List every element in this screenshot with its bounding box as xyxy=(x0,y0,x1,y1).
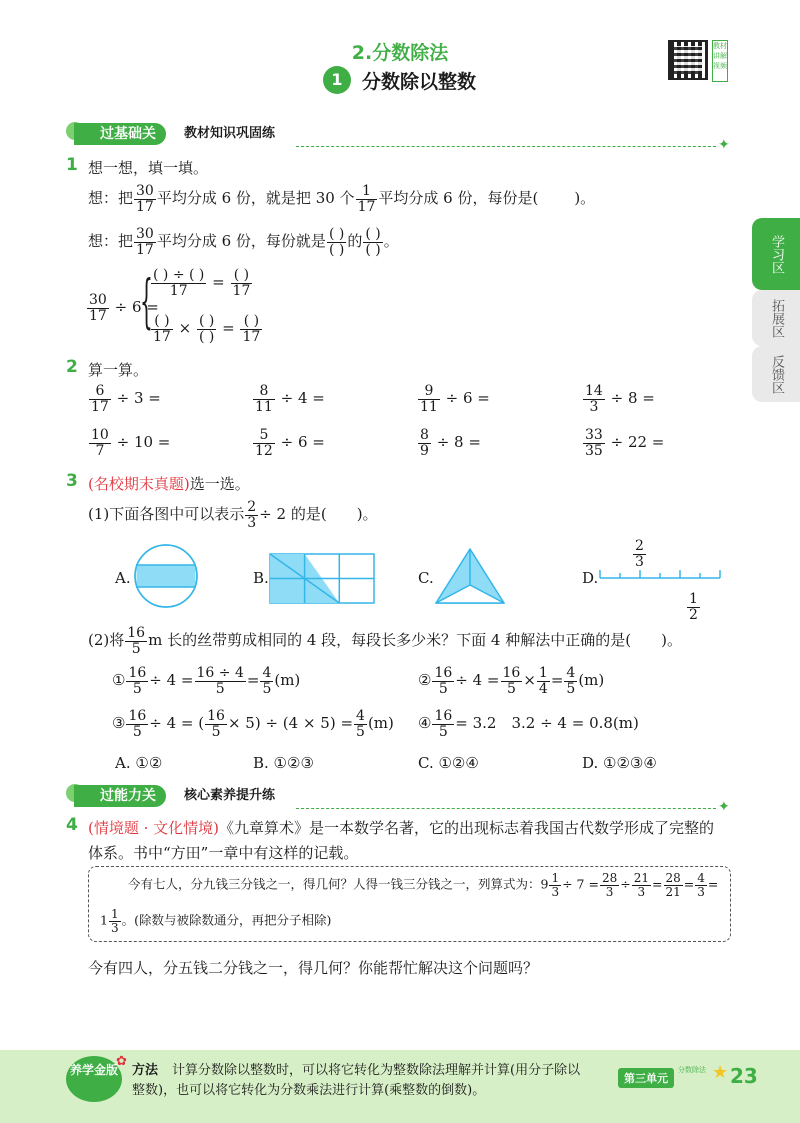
answer-blank-fraction[interactable]: $\frac{( )}{( )}$ xyxy=(198,313,215,345)
method-text-line2: 整数)，也可以将它转化为分数乘法进行计算(乘整数的倒数)。 xyxy=(132,1083,486,1098)
quote-line1: 今有七人，分九钱三分钱之一，得几何？人得一钱三分钱之一，列算式为：9 $\frac{1}{3}$ ÷ 7 = $\frac{28}{3}$ ÷ $\frac{21}{3}$ = $\frac{28}{21}$ = $\frac{4}{3}$ = xyxy=(128,871,719,899)
figure-rectangle[interactable] xyxy=(269,553,375,604)
answer-blank-fraction[interactable]: $\frac{( )}{17}$ xyxy=(232,267,251,299)
star-icon: ✦ xyxy=(718,137,730,153)
choice-b[interactable]: B. ①②③ xyxy=(253,754,314,772)
q4-text-line1: (情境题 · 文化情境)《九章算术》是一本数学名著，它的出现标志着我国古代数学形成了完整的 xyxy=(88,819,715,837)
flower-icon: ✿ xyxy=(116,1054,127,1069)
quote-line2: 1 $\frac{1}{3}$ 。(除数与被除数通分，再把分子相除) xyxy=(100,907,332,935)
choice-a[interactable]: A. ①② xyxy=(115,754,163,772)
q2-item: $\frac{6}{17}$ ÷ 3 = xyxy=(91,383,161,415)
choice-d[interactable]: D. ①②③④ xyxy=(582,754,657,772)
question-prompt: 算一算。 xyxy=(88,361,149,379)
solution-4: ④ $\frac{16}{5}$ = 3.2 3.2 ÷ 4 = 0.8(m) xyxy=(418,708,639,740)
choice-c[interactable]: C. ①②④ xyxy=(418,754,479,772)
band-divider xyxy=(296,146,716,147)
option-label: D. xyxy=(582,569,599,587)
band-divider xyxy=(296,808,716,809)
method-text-line1: 计算分数除以整数时，可以将它转化为整数除法理解并计算(用分子除以 xyxy=(172,1063,581,1078)
question-prompt: 想一想，填一填。 xyxy=(88,159,209,177)
lesson-number-badge: 1 xyxy=(323,66,351,94)
figure-triangle[interactable] xyxy=(434,547,506,605)
number-line-label-top: $\frac{2}{3}$ xyxy=(635,538,644,570)
q1-line2: 想：把 $\frac{30}{17}$ 平均分成 6 份，每份就是 $\frac{( )}{( )}$ 的 $\frac{( )}{( )}$ 。 xyxy=(88,226,399,258)
number-line-label-bottom: $\frac{1}{2}$ xyxy=(689,591,698,623)
solution-2: ② $\frac{16}{5}$ ÷ 4 = $\frac{16}{5}$ × $\frac{1}{4}$ = $\frac{4}{5}$ (m) xyxy=(418,665,605,697)
lesson-title: 分数除以整数 xyxy=(362,71,477,93)
solution-3: ③ $\frac{16}{5}$ ÷ 4 = ( $\frac{16}{5}$ × 5) ÷ (4 × 5) = $\frac{4}{5}$ (m) xyxy=(112,708,394,740)
q3-part2: (2)将 $\frac{16}{5}$ m 长的丝带剪成相同的 4 段，每段长多少米？下面 4 种解法中正确的是( )。 xyxy=(88,625,682,657)
question-number: 2 xyxy=(66,357,78,377)
tab-study[interactable]: 学习区 xyxy=(752,218,800,290)
q2-item: $\frac{10}{7}$ ÷ 10 = xyxy=(91,427,171,459)
tab-feedback[interactable]: 反馈区 xyxy=(752,346,800,402)
q1-eq-lhs: $\frac{30}{17}$ ÷ 6 = xyxy=(89,292,159,324)
figure-circle[interactable] xyxy=(133,543,199,609)
option-label: B. xyxy=(253,569,269,587)
question-tag: (名校期末真题) xyxy=(88,475,190,493)
q1-eq-row1: $\frac{( ) \div ( )}{17}$ = $\frac{( )}{17}$ xyxy=(153,267,251,299)
brace: { xyxy=(140,267,153,335)
band-basic-subtitle: 教材知识巩固练 xyxy=(184,126,276,141)
question-tag: (情境题 · 文化情境) xyxy=(88,819,220,837)
band-ability-title: 过能力关 xyxy=(74,785,166,807)
q2-item: $\frac{33}{35}$ ÷ 22 = xyxy=(585,427,665,459)
qr-label: 教材讲解视频 xyxy=(712,40,728,82)
band-ability-subtitle: 核心素养提升练 xyxy=(184,788,276,803)
q1-line1: 想：把 $\frac{30}{17}$ 平均分成 6 份，就是把 30 个 $\frac{1}{17}$ 平均分成 6 份，每份是( )。 xyxy=(88,183,596,215)
q1-eq-row2: $\frac{( )}{17}$ × $\frac{( )}{( )}$ = $\frac{( )}{17}$ xyxy=(153,313,261,345)
answer-blank-fraction[interactable]: $\frac{( )}{17}$ xyxy=(153,313,171,345)
question-number: 4 xyxy=(66,815,78,835)
star-mascot-icon: ★ xyxy=(712,1062,729,1083)
q4-question: 今有四人，分五钱二分钱之一，得几何？你能帮忙解决这个问题吗？ xyxy=(88,959,539,977)
section-title: 2.分数除法 xyxy=(351,42,449,64)
q3-header: (名校期末真题)选一选。 xyxy=(88,475,250,493)
answer-blank-fraction[interactable]: $\frac{( )}{( )}$ xyxy=(365,226,381,258)
q2-item: $\frac{8}{9}$ ÷ 8 = xyxy=(420,427,481,459)
answer-blank-fraction[interactable]: $\frac{( ) \div ( )}{17}$ xyxy=(153,267,205,299)
option-label: A. xyxy=(115,569,131,587)
q3-part1: (1)下面各图中可以表示 $\frac{2}{3}$ ÷ 2 的是( )。 xyxy=(88,499,378,531)
question-number: 1 xyxy=(66,155,78,175)
unit-tag: 第三单元 xyxy=(618,1068,674,1088)
answer-blank-fraction[interactable]: $\frac{( )}{( )}$ xyxy=(328,226,345,258)
qr-code-icon[interactable] xyxy=(668,40,708,80)
band-basic-title: 过基础关 xyxy=(74,123,166,145)
method-label: 方法 xyxy=(132,1063,159,1078)
q2-item: $\frac{5}{12}$ ÷ 6 = xyxy=(255,427,325,459)
answer-blank-fraction[interactable]: $\frac{( )}{17}$ xyxy=(242,313,261,345)
star-icon: ✦ xyxy=(718,799,730,815)
unit-subtitle: 分数除法 xyxy=(678,1066,706,1074)
page-number: 23 xyxy=(730,1064,758,1088)
option-label: C. xyxy=(418,569,434,587)
tab-extend[interactable]: 拓展区 xyxy=(752,290,800,346)
footer-badge: 养学金版 xyxy=(66,1056,122,1102)
figure-number-line[interactable] xyxy=(598,566,722,582)
solution-1: ① $\frac{16}{5}$ ÷ 4 = $\frac{16 \div 4}{5}$ = $\frac{4}{5}$ (m) xyxy=(112,665,301,697)
q2-item: $\frac{14}{3}$ ÷ 8 = xyxy=(585,383,655,415)
q2-item: $\frac{8}{11}$ ÷ 4 = xyxy=(255,383,325,415)
q2-item: $\frac{9}{11}$ ÷ 6 = xyxy=(420,383,490,415)
question-number: 3 xyxy=(66,471,78,491)
q4-text-line2: 体系。书中“方田”一章中有这样的记载。 xyxy=(88,844,359,862)
